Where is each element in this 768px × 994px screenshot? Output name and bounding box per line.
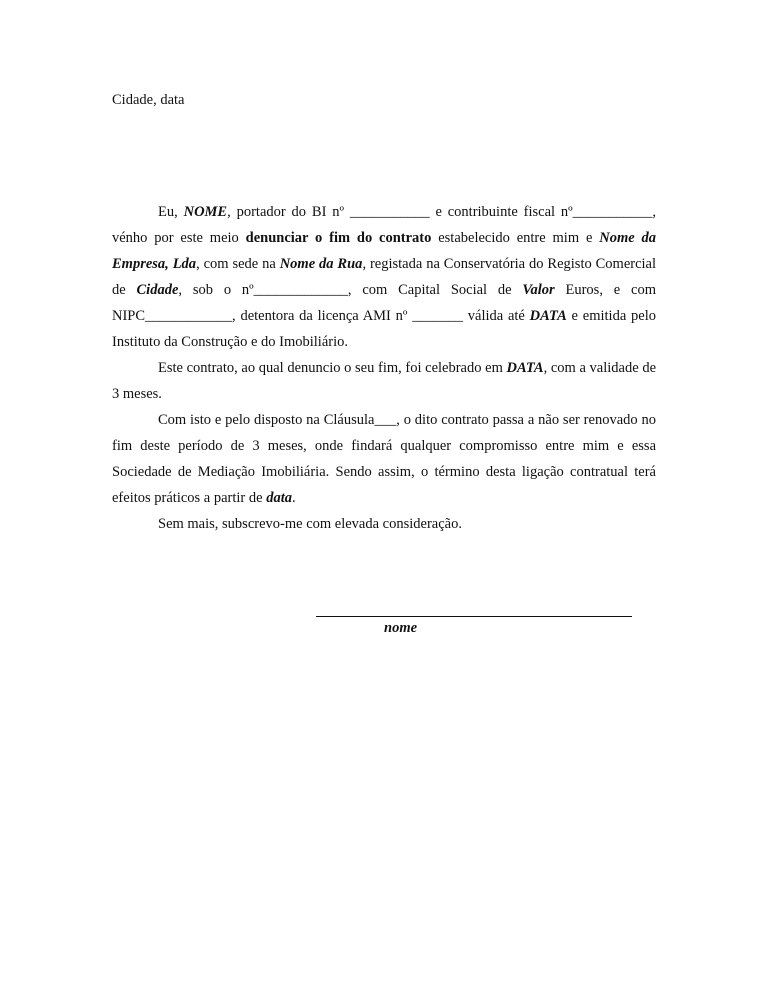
placeholder-name: NOME bbox=[183, 204, 228, 220]
signature-name: nome bbox=[384, 620, 418, 636]
paragraph-contract-date: Este contrato, ao qual denuncio o seu fim, foi celebrado em DATA, com a validade de 3 meses. bbox=[112, 360, 656, 402]
paragraph-closing: Sem mais, subscrevo-me com elevada consideração. bbox=[158, 516, 462, 532]
placeholder-street: Nome da Rua bbox=[279, 256, 363, 272]
placeholder-city: Cidade bbox=[136, 282, 179, 298]
placeholder-company: Nome da Empresa, Lda bbox=[112, 230, 656, 272]
placeholder-license-date: DATA bbox=[529, 308, 567, 324]
action-phrase: denunciar o fim do contrato bbox=[245, 230, 432, 246]
paragraph-termination: Com isto e pelo disposto na Cláusula___, o dito contrato passa a não ser renovado no fim deste período de 3 meses, onde findará qualquer compromisso entre mim e essa Sociedade de Mediação Imobiliária. Sendo assim, o término desta ligação contratual terá efeitos práticos a partir de data. bbox=[112, 412, 656, 506]
placeholder-capital: Valor bbox=[522, 282, 555, 298]
city-date-line: Cidade, data bbox=[112, 92, 185, 108]
placeholder-effective-date: data bbox=[266, 490, 292, 506]
signature-line bbox=[316, 616, 632, 617]
letter-body bbox=[112, 199, 656, 537]
paragraph-declaration: Eu, NOME, portador do BI nº ___________ e contribuinte fiscal nº___________, vénho por este meio denunciar o fim do contrato estabelecido entre mim e Nome da Empresa, Lda, com sede na Nome da Rua, registada na Conservatória do Registo Comercial de Cidade, sob o nº_____________, com Capital Social de Valor Euros, e com NIPC____________, detentora da licença AMI nº _______ válida até DATA e emitida pelo Instituto da Construção e do Imobiliário. bbox=[112, 204, 657, 350]
placeholder-contract-date: DATA bbox=[506, 360, 544, 376]
